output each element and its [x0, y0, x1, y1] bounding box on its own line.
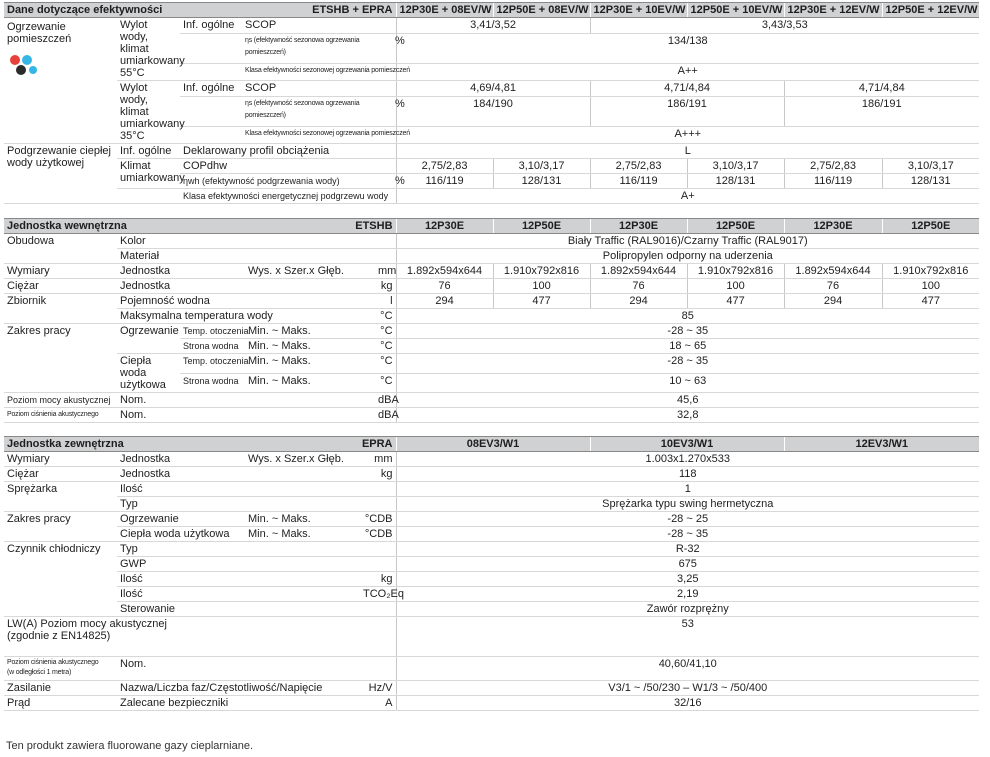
nwh-value: 116/119 — [396, 174, 493, 189]
nwh-value: 116/119 — [590, 174, 687, 189]
type-label: Typ — [117, 497, 396, 512]
col-header: 12P50E + 10EV/W — [687, 3, 784, 18]
efficiency-table — [4, 2, 979, 204]
combo-label: ETSHB + EPRA — [242, 3, 396, 18]
weight-label: Ciężar — [4, 279, 117, 294]
col-header: 08EV3/W1 — [396, 437, 590, 452]
dims-value: 1.910x792x816 — [493, 264, 590, 279]
water-side-label: Strona wodna — [180, 373, 245, 393]
weight-value: 100 — [687, 279, 784, 294]
footer-note: Ten produkt zawiera fluorowane gazy cieplarniane. — [6, 740, 254, 752]
scop55-b: 3,43/3,53 — [590, 18, 979, 34]
cop-value: 2,75/2,83 — [396, 159, 493, 174]
charge-tco2-value: 2,19 — [396, 587, 979, 602]
volume-value: 294 — [590, 294, 687, 309]
ns55-value: 134/138 — [396, 34, 979, 63]
compressor-label: Sprężarka — [4, 482, 117, 512]
control-value: Zawór rozprężny — [396, 602, 979, 617]
col-header: 12P30E + 08EV/W — [396, 3, 493, 18]
cop-value: 2,75/2,83 — [784, 159, 882, 174]
dims-value: 1.892x594x644 — [590, 264, 687, 279]
qty-label: Ilość — [117, 572, 360, 587]
degc-unit: °C — [375, 354, 396, 374]
dims-value: 1.910x792x816 — [882, 264, 979, 279]
class-heating-label: Klasa efektywności sezonowej ogrzewania pomieszczeń — [242, 126, 396, 143]
model-label: EPRA — [245, 437, 396, 452]
sound-power-value: 45,6 — [396, 393, 979, 408]
fuse-label: Zalecane bezpieczniki — [117, 696, 360, 711]
nwh-value: 128/131 — [882, 174, 979, 189]
col-header: 12EV3/W1 — [784, 437, 979, 452]
weight-value: 118 — [396, 467, 979, 482]
a-unit: A — [360, 696, 396, 711]
heat-pump-icon — [7, 49, 41, 79]
volume-value: 294 — [396, 294, 493, 309]
scop-label: SCOP — [242, 18, 396, 34]
col-header: 12P30E — [590, 219, 687, 234]
operating-range-label: Zakres pracy — [4, 324, 117, 393]
dhw-label: Ciepła woda użytkowa — [117, 354, 180, 393]
cop-label: COPdhw — [180, 159, 396, 174]
gwp-label: GWP — [117, 557, 396, 572]
dims-value: 1.892x594x644 — [784, 264, 882, 279]
nom-label: Nom. — [117, 393, 375, 408]
sound-pressure-label: Poziom ciśnienia akustycznego — [4, 408, 117, 423]
material-value: Polipropylen odporny na uderzenia — [396, 249, 979, 264]
profile-value: L — [396, 144, 979, 159]
operating-range-label: Zakres pracy — [4, 512, 117, 542]
scop35-b: 4,71/4,84 — [590, 81, 784, 97]
pct-unit: % — [392, 174, 396, 189]
class-heating-label: Klasa efektywności sezonowej ogrzewania pomieszczeń — [242, 63, 396, 80]
hwd-label: Wys. x Szer.x Głęb. — [245, 452, 360, 467]
dims-value: 1.892x594x644 — [396, 264, 493, 279]
mm-unit: mm — [375, 264, 396, 279]
outdoor-unit-table — [4, 436, 979, 711]
weight-value: 100 — [493, 279, 590, 294]
cop-value: 2,75/2,83 — [590, 159, 687, 174]
volume-value: 294 — [784, 294, 882, 309]
heating-label: Ogrzewanie pomieszczeń — [7, 21, 72, 45]
volume-value: 477 — [882, 294, 979, 309]
tank-label: Zbiornik — [4, 294, 117, 324]
minmax-label: Min. ~ Maks. — [245, 527, 360, 542]
qty-label: Ilość — [117, 482, 396, 497]
volume-value: 477 — [687, 294, 784, 309]
qty-value: 1 — [396, 482, 979, 497]
nwh-value: 128/131 — [493, 174, 590, 189]
ns35-a: 184/190 — [396, 97, 590, 126]
color-label: Kolor — [117, 234, 396, 249]
col-header: 10EV3/W1 — [590, 437, 784, 452]
indoor-unit-table — [4, 218, 979, 423]
l-unit: l — [375, 294, 396, 309]
water-side-label: Strona wodna — [180, 339, 245, 354]
range-value: -28 ~ 35 — [396, 324, 979, 339]
ns35-b: 186/191 — [590, 97, 784, 126]
ns-label: ηs (efektywność sezonowa ogrzewania pomieszczeń) — [242, 97, 392, 126]
scop35-a: 4,69/4,81 — [396, 81, 590, 97]
type-value: Sprężarka typu swing hermetyczna — [396, 497, 979, 512]
material-label: Materiał — [117, 249, 396, 264]
kg-unit: kg — [360, 467, 396, 482]
unit-label: Jednostka — [117, 279, 375, 294]
scop35-c: 4,71/4,84 — [784, 81, 979, 97]
gen-label: Inf. ogólne — [180, 81, 242, 97]
minmax-label: Min. ~ Maks. — [245, 512, 360, 527]
unit-label: Jednostka — [117, 452, 245, 467]
col-header: 12P50E — [882, 219, 979, 234]
kg-unit: kg — [360, 572, 396, 587]
col-header: 12P30E + 10EV/W — [590, 3, 687, 18]
col-header: 12P30E + 12EV/W — [784, 3, 882, 18]
cop-value: 3,10/3,17 — [882, 159, 979, 174]
col-header: 12P30E — [784, 219, 882, 234]
power-spec-label: Nazwa/Liczba faz/Częstotliwość/Napięcie — [117, 681, 360, 696]
weight-label: Ciężar — [4, 467, 117, 482]
col-header: 12P50E — [493, 219, 590, 234]
heating-label: Ogrzewanie — [117, 324, 180, 354]
efficiency-header — [4, 3, 979, 18]
col-header: 12P50E + 12EV/W — [882, 3, 979, 18]
weight-value: 100 — [882, 279, 979, 294]
nwh-label: ηwh (efektywność podgrzewania wody) — [180, 174, 392, 189]
kg-unit: kg — [375, 279, 396, 294]
nwh-value: 128/131 — [687, 174, 784, 189]
nwh-value: 116/119 — [784, 174, 882, 189]
nom-label: Nom. — [117, 657, 396, 681]
scop55-a: 3,41/3,52 — [396, 18, 590, 34]
scop-label: SCOP — [242, 81, 396, 97]
water-55-label: Wylot wody, klimat umiarkowany 55°C — [117, 18, 180, 81]
degc-unit: °C — [375, 339, 396, 354]
power-supply-value: V3/1 ~ /50/230 – W1/3 ~ /50/400 — [396, 681, 979, 696]
qty-label: Ilość — [117, 587, 360, 602]
degc-unit: °C — [375, 309, 396, 324]
degc-unit: °C — [375, 373, 396, 393]
color-value: Biały Traffic (RAL9016)/Czarny Traffic (RAL9017) — [396, 234, 979, 249]
minmax-label: Min. ~ Maks. — [245, 324, 375, 339]
housing-label: Obudowa — [4, 234, 117, 264]
col-header: 12P30E — [396, 219, 493, 234]
dhw-label: Ciepła woda użytkowa — [117, 527, 245, 542]
col-header: 12P50E + 08EV/W — [493, 3, 590, 18]
section-title: Jednostka zewnętrzna — [4, 437, 245, 452]
power-supply-label: Zasilanie — [4, 681, 117, 696]
pct-unit: % — [392, 97, 396, 126]
class-dhw-value: A+ — [396, 189, 979, 204]
distance-note: (w odległości 1 metra) — [7, 669, 72, 676]
dims-value: 1.910x792x816 — [687, 264, 784, 279]
minmax-label: Min. ~ Maks. — [245, 339, 375, 354]
col-header: 12P50E — [687, 219, 784, 234]
range-value: 10 ~ 63 — [396, 373, 979, 393]
lwa-value: 53 — [396, 617, 979, 657]
dims-label: Wymiary — [4, 264, 117, 279]
ns-label: ηs (efektywność sezonowa ogrzewania pomieszczeń) — [242, 34, 392, 63]
control-label: Sterowanie — [117, 602, 396, 617]
class-dhw-label: Klasa efektywności energetycznej podgrzewu wody — [180, 189, 396, 204]
gwp-value: 675 — [396, 557, 979, 572]
cop-value: 3,10/3,17 — [493, 159, 590, 174]
model-label: ETSHB — [245, 219, 396, 234]
range-value: 18 ~ 65 — [396, 339, 979, 354]
minmax-label: Min. ~ Maks. — [245, 354, 375, 374]
sound-pressure-label: Poziom ciśnienia akustycznego — [7, 659, 99, 666]
refrigerant-label: Czynnik chłodniczy — [4, 542, 117, 617]
sound-pressure-value: 40,60/41,10 — [396, 657, 979, 681]
dba-unit: dBA — [375, 393, 396, 408]
section-title: Jednostka wewnętrzna — [4, 219, 245, 234]
hwd-label: Wys. x Szer.x Głęb. — [245, 264, 375, 279]
class55-value: A++ — [396, 63, 979, 80]
weight-value: 76 — [590, 279, 687, 294]
volume-label: Pojemność wodna — [117, 294, 375, 309]
current-label: Prąd — [4, 696, 117, 711]
current-value: 32/16 — [396, 696, 979, 711]
degc-unit: °C — [375, 324, 396, 339]
range-value: -28 ~ 35 — [396, 354, 979, 374]
charge-kg-value: 3,25 — [396, 572, 979, 587]
dims-label: Wymiary — [4, 452, 117, 467]
gen-label: Inf. ogólne — [117, 144, 180, 159]
cdb-unit: °CDB — [360, 512, 396, 527]
sound-power-label: Poziom mocy akustycznej — [4, 393, 117, 408]
cdb-unit: °CDB — [360, 527, 396, 542]
hzv-unit: Hz/V — [360, 681, 396, 696]
ambient-label: Temp. otoczenia — [180, 324, 245, 339]
pct-unit: % — [392, 34, 396, 63]
weight-value: 76 — [784, 279, 882, 294]
nom-label: Nom. — [117, 408, 375, 423]
climate-label: Klimat umiarkowany — [117, 159, 180, 189]
max-temp-value: 85 — [396, 309, 979, 324]
heating-label: Ogrzewanie — [117, 512, 245, 527]
minmax-label: Min. ~ Maks. — [245, 373, 375, 393]
profile-label: Deklarowany profil obciążenia — [180, 144, 396, 159]
refrigerant-type-value: R-32 — [396, 542, 979, 557]
sound-pressure-value: 32,8 — [396, 408, 979, 423]
class35-value: A+++ — [396, 126, 979, 143]
mm-unit: mm — [360, 452, 396, 467]
gen-label: Inf. ogólne — [180, 18, 242, 34]
section-title: Dane dotyczące efektywności — [4, 3, 242, 18]
tco2-unit: TCO₂Eq — [360, 587, 396, 602]
type-label: Typ — [117, 542, 396, 557]
max-temp-label: Maksymalna temperatura wody — [117, 309, 375, 324]
range-value: -28 ~ 25 — [396, 512, 979, 527]
weight-value: 76 — [396, 279, 493, 294]
water-35-label: Wylot wody, klimat umiarkowany 35°C — [117, 81, 180, 144]
dims-value: 1.003x1.270x533 — [396, 452, 979, 467]
range-value: -28 ~ 35 — [396, 527, 979, 542]
dba-unit: dBA — [375, 408, 396, 423]
unit-label: Jednostka — [117, 467, 360, 482]
lwa-label: LW(A) Poziom mocy akustycznej (zgodnie z EN14825) — [4, 617, 180, 657]
volume-value: 477 — [493, 294, 590, 309]
dhw-label: Podgrzewanie ciepłej wody użytkowej — [4, 144, 117, 204]
unit-label: Jednostka — [117, 264, 245, 279]
cop-value: 3,10/3,17 — [687, 159, 784, 174]
ambient-label: Temp. otoczenia — [180, 354, 245, 374]
ns35-c: 186/191 — [784, 97, 979, 126]
